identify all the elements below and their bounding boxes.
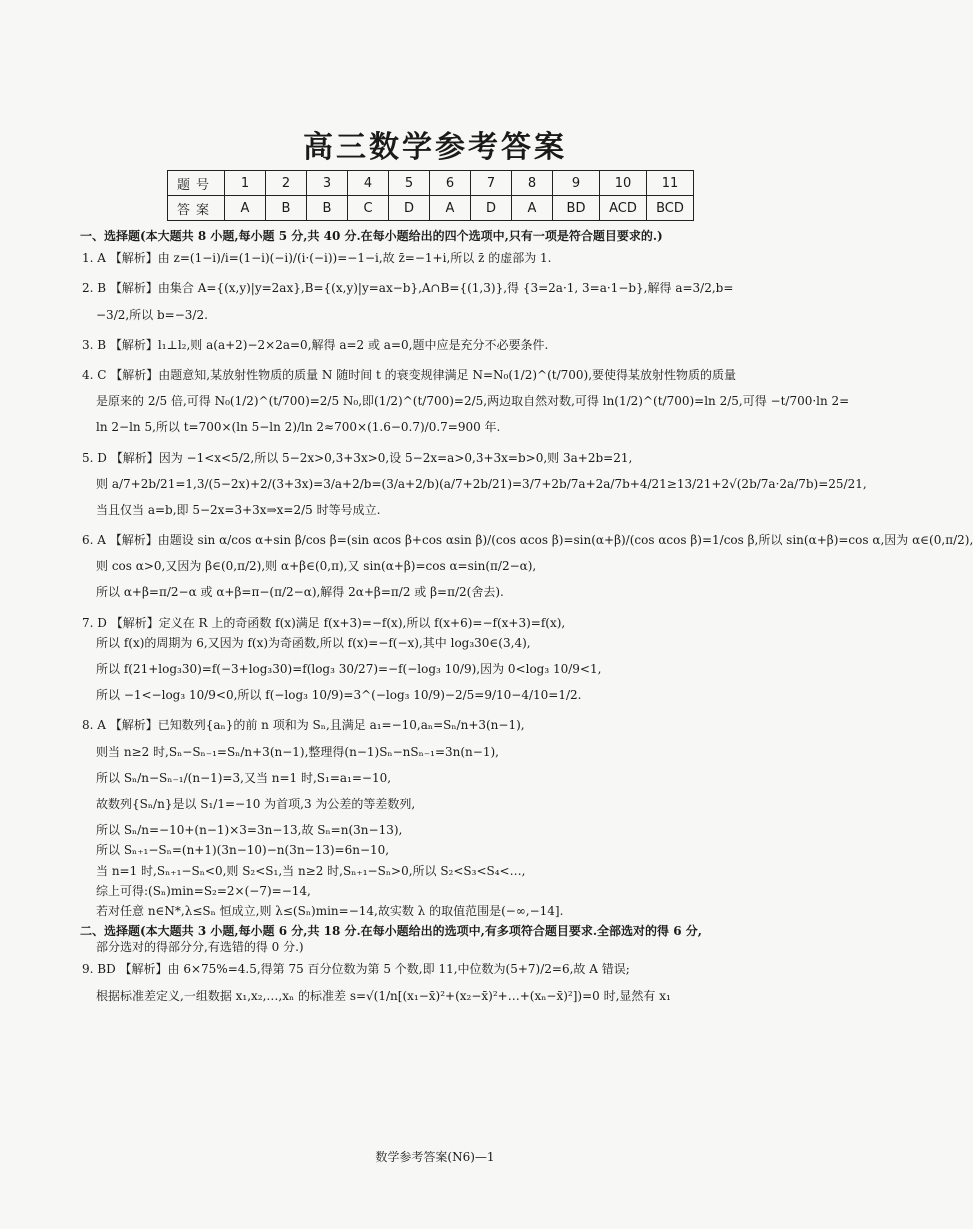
table-cell: 4 <box>348 171 389 196</box>
table-cell: 1 <box>225 171 266 196</box>
table-cell: D <box>471 196 512 221</box>
answer-line: 所以 f(x)的周期为 6,又因为 f(x)为奇函数,所以 f(x)=−f(−x),其中 log₃30∈(3,4), <box>96 635 531 650</box>
answer-line: 9. BD 【解析】由 6×75%=4.5,得第 75 百分位数为第 5 个数,即 11,中位数为(5+7)/2=6,故 A 错误; <box>82 962 630 977</box>
answer-line: ln 2−ln 5,所以 t=700×(ln 5−ln 2)/ln 2≈700×(1.6−0.7)/0.7=900 年. <box>96 420 501 435</box>
page-footer: 数学参考答案(N6)—1 <box>375 1150 495 1164</box>
table-cell: 5 <box>389 171 430 196</box>
answer-line: 所以 −1<−log₃ 10/9<0,所以 f(−log₃ 10/9)=3^(−log₃ 10/9)−2/5=9/10−4/10=1/2. <box>96 688 582 703</box>
section-heading: 部分选对的得部分分,有选错的得 0 分.) <box>96 940 304 955</box>
answer-line: 3. B 【解析】l₁⊥l₂,则 a(a+2)−2×2a=0,解得 a=2 或 a=0,题中应是充分不必要条件. <box>82 337 549 352</box>
table-cell: A <box>430 196 471 221</box>
answer-line: −3/2,所以 b=−3/2. <box>96 307 208 322</box>
answer-table-row-answers <box>168 196 694 221</box>
table-cell: 2 <box>266 171 307 196</box>
page-title: 高三数学参考答案 <box>303 130 567 165</box>
table-cell: 9 <box>553 171 600 196</box>
section-heading: 一、选择题(本大题共 8 小题,每小题 5 分,共 40 分.在每小题给出的四个选项中,只有一项是符合题目要求的.) <box>80 229 663 243</box>
answer-line: 4. C 【解析】由题意知,某放射性物质的质量 N 随时间 t 的衰变规律满足 N=N₀(1/2)^(t/700),要使得某放射性物质的质量 <box>82 367 737 382</box>
table-cell: B <box>266 196 307 221</box>
answer-line: 1. A 【解析】由 z=(1−i)/i=(1−i)(−i)/(i·(−i))=−1−i,故 z̄=−1+i,所以 z̄ 的虚部为 1. <box>82 251 552 266</box>
answer-line: 7. D 【解析】定义在 R 上的奇函数 f(x)满足 f(x+3)=−f(x),所以 f(x+6)=−f(x+3)=f(x), <box>82 615 566 630</box>
answer-line: 若对任意 n∈N*,λ≤Sₙ 恒成立,则 λ≤(Sₙ)min=−14,故实数 λ 的取值范围是(−∞,−14]. <box>96 903 564 918</box>
answer-line: 2. B 【解析】由集合 A={(x,y)|y=2ax},B={(x,y)|y=ax−b},A∩B={(1,3)},得 {3=2a·1, 3=a·1−b},解得 a=3/2,b= <box>82 281 734 296</box>
answer-line: 8. A 【解析】已知数列{aₙ}的前 n 项和为 Sₙ,且满足 a₁=−10,aₙ=Sₙ/n+3(n−1), <box>82 718 525 733</box>
answer-line: 所以 Sₙ/n=−10+(n−1)×3=3n−13,故 Sₙ=n(3n−13), <box>96 823 403 838</box>
answer-line: 当且仅当 a=b,即 5−2x=3+3x⇒x=2/5 时等号成立. <box>96 502 381 517</box>
table-cell: BCD <box>647 196 694 221</box>
answer-line: 则当 n≥2 时,Sₙ−Sₙ₋₁=Sₙ/n+3(n−1),整理得(n−1)Sₙ−nSₙ₋₁=3n(n−1), <box>96 744 499 759</box>
answer-table <box>167 170 694 221</box>
table-cell: C <box>348 196 389 221</box>
table-cell: 题号 <box>168 171 225 196</box>
table-cell: 10 <box>600 171 647 196</box>
answer-line: 则 cos α>0,又因为 β∈(0,π/2),则 α+β∈(0,π),又 sin(α+β)=cos α=sin(π/2−α), <box>96 559 537 574</box>
answer-table-row-numbers <box>168 171 694 196</box>
table-cell: 3 <box>307 171 348 196</box>
answer-line: 综上可得:(Sₙ)min=S₂=2×(−7)=−14, <box>96 883 311 898</box>
table-cell: 8 <box>512 171 553 196</box>
table-cell: ACD <box>600 196 647 221</box>
table-cell: BD <box>553 196 600 221</box>
table-cell: 答案 <box>168 196 225 221</box>
table-cell: B <box>307 196 348 221</box>
answer-line: 5. D 【解析】因为 −1<x<5/2,所以 5−2x>0,3+3x>0,设 5−2x=a>0,3+3x=b>0,则 3a+2b=21, <box>82 450 633 465</box>
answer-content <box>80 228 973 1004</box>
answer-line: 是原来的 2/5 倍,可得 N₀(1/2)^(t/700)=2/5 N₀,即(1/2)^(t/700)=2/5,两边取自然对数,可得 ln(1/2)^(t/700)=ln 2/5,可得 −t/700·ln 2= <box>96 394 850 409</box>
answer-line: 根据标准差定义,一组数据 x₁,x₂,…,xₙ 的标准差 s=√(1/n[(x₁−x̄)²+(x₂−x̄)²+…+(xₙ−x̄)²])=0 时,显然有 x₁ <box>96 988 671 1003</box>
answer-line: 当 n=1 时,Sₙ₊₁−Sₙ<0,则 S₂<S₁,当 n≥2 时,Sₙ₊₁−Sₙ>0,所以 S₂<S₃<S₄<…, <box>96 863 526 878</box>
answer-line: 所以 α+β=π/2−α 或 α+β=π−(π/2−α),解得 2α+β=π/2 或 β=π/2(舍去). <box>96 585 504 600</box>
answer-line: 故数列{Sₙ/n}是以 S₁/1=−10 为首项,3 为公差的等差数列, <box>96 796 416 811</box>
table-cell: A <box>225 196 266 221</box>
answer-line: 则 a/7+2b/21=1,3/(5−2x)+2/(3+3x)=3/a+2/b=(3/a+2/b)(a/7+2b/21)=3/7+2b/7a+2a/7b+4/21≥13/21+2√(2b/7a·2a/7b)=25/21, <box>96 476 867 491</box>
answer-line: 6. A 【解析】由题设 sin α/cos α+sin β/cos β=(sin αcos β+cos αsin β)/(cos αcos β)=sin(α+β)/(cos αcos β)=1/cos β,所以 sin(α+β)=cos α,因为 α∈(0,π/2), <box>82 533 973 548</box>
table-cell: 6 <box>430 171 471 196</box>
table-cell: 7 <box>471 171 512 196</box>
section-heading: 二、选择题(本大题共 3 小题,每小题 6 分,共 18 分.在每小题给出的选项中,有多项符合题目要求.全部选对的得 6 分, <box>80 924 702 939</box>
table-cell: D <box>389 196 430 221</box>
table-cell: 11 <box>647 171 694 196</box>
table-cell: A <box>512 196 553 221</box>
answer-line: 所以 Sₙ₊₁−Sₙ=(n+1)(3n−10)−n(3n−13)=6n−10, <box>96 843 390 858</box>
answer-line: 所以 f(21+log₃30)=f(−3+log₃30)=f(log₃ 30/27)=−f(−log₃ 10/9),因为 0<log₃ 10/9<1, <box>96 662 602 676</box>
answer-line: 所以 Sₙ/n−Sₙ₋₁/(n−1)=3,又当 n=1 时,S₁=a₁=−10, <box>96 770 392 785</box>
